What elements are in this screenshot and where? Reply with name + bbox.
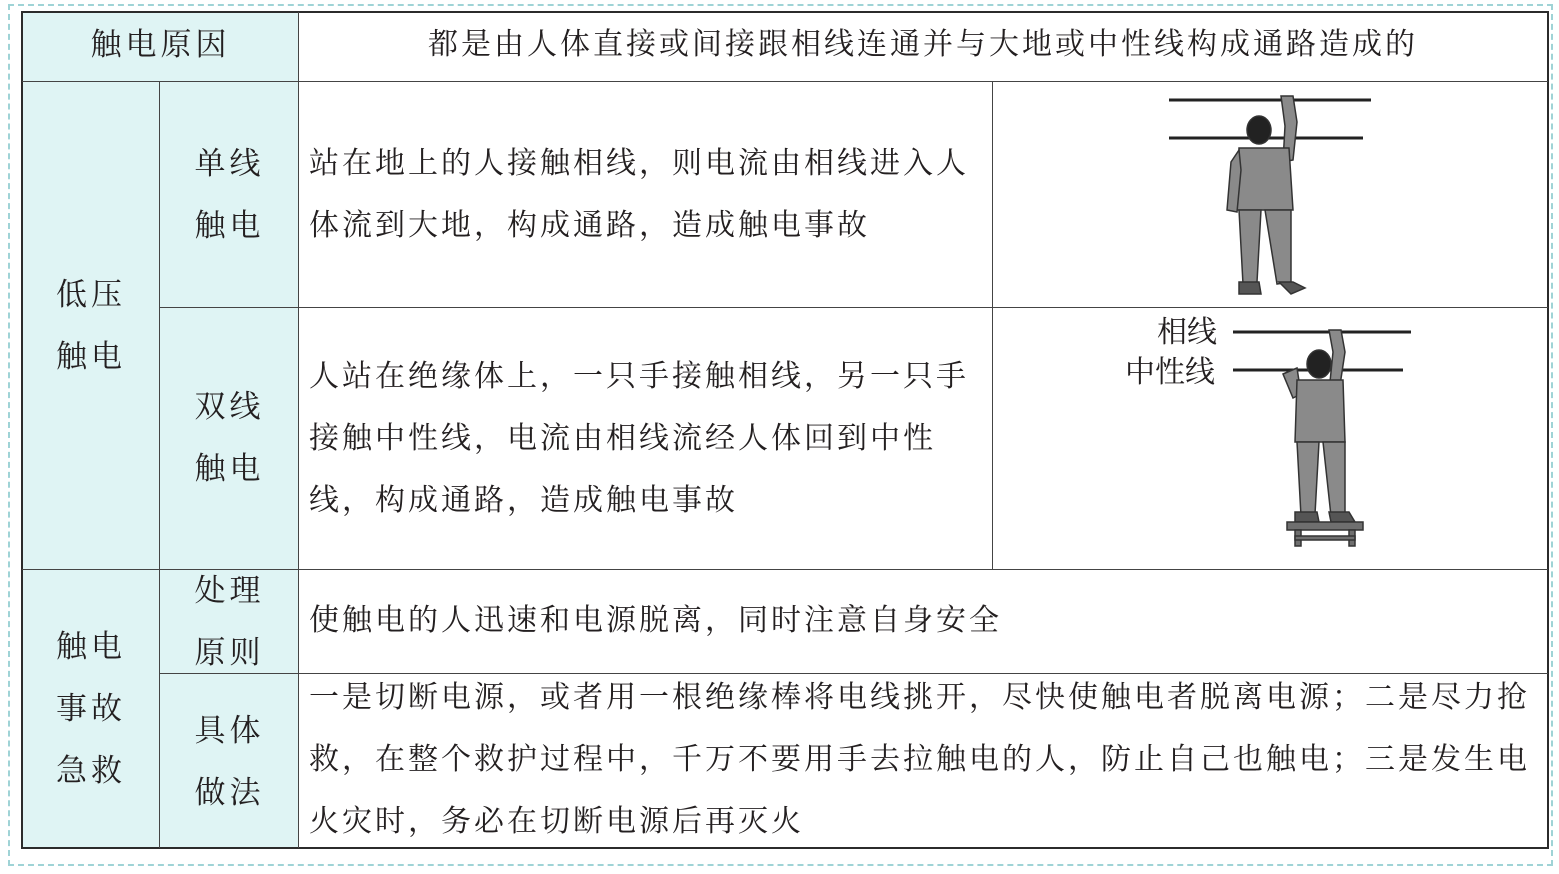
first-aid-label-line3: 急救	[56, 753, 126, 789]
figure-label-phase: 相线	[1157, 315, 1217, 350]
border-right	[1547, 11, 1549, 849]
double-line-label-line1: 双线	[194, 389, 265, 425]
double-line-label-line2: 触电	[194, 451, 265, 487]
low-voltage-label-line2: 触电	[56, 339, 126, 375]
insulating-stool	[1287, 522, 1363, 546]
principle-label-line1: 处理	[194, 573, 265, 609]
double-line-text: 人站在绝缘体上，一只手接触相线，另一只手接触中性线，电流由相线流经人体回到中性线，构成通路，造成触电事故	[309, 359, 969, 518]
double-line-shock-figure	[993, 308, 1547, 569]
method-label-line2: 做法	[194, 775, 265, 811]
method-text: 一是切断电源，或者用一根绝缘棒将电线挑开，尽快使触电者脱离电源；二是尽力抢救，在整个救护过程中，千万不要用手去拉触电的人，防止自己也触电；三是发生电火灾时，务必在切断电源后再灭火	[309, 680, 1530, 839]
method-label-line1: 具体	[194, 713, 265, 749]
cause-text: 都是由人体直接或间接跟相线连通并与大地或中性线构成通路造成的	[428, 27, 1418, 62]
first-aid-label-line1: 触电	[56, 629, 126, 665]
first-aid-label-line2: 事故	[56, 691, 126, 727]
person-figure-single	[1227, 96, 1305, 294]
single-line-text: 站在地上的人接触相线，则电流由相线进入人体流到大地，构成通路，造成触电事故	[309, 146, 969, 243]
single-line-label-line2: 触电	[194, 208, 265, 244]
single-line-label-line1: 单线	[194, 146, 265, 182]
figure-label-neutral: 中性线	[1125, 355, 1215, 390]
single-line-shock-figure	[993, 82, 1547, 307]
low-voltage-label-line1: 低压	[56, 277, 126, 313]
person-figure-double	[1283, 330, 1355, 522]
cause-label: 触电原因	[90, 27, 231, 63]
principle-label-line2: 原则	[194, 635, 265, 671]
border-top	[21, 11, 1549, 13]
principle-text: 使触电的人迅速和电源脱离，同时注意自身安全	[309, 603, 1002, 638]
